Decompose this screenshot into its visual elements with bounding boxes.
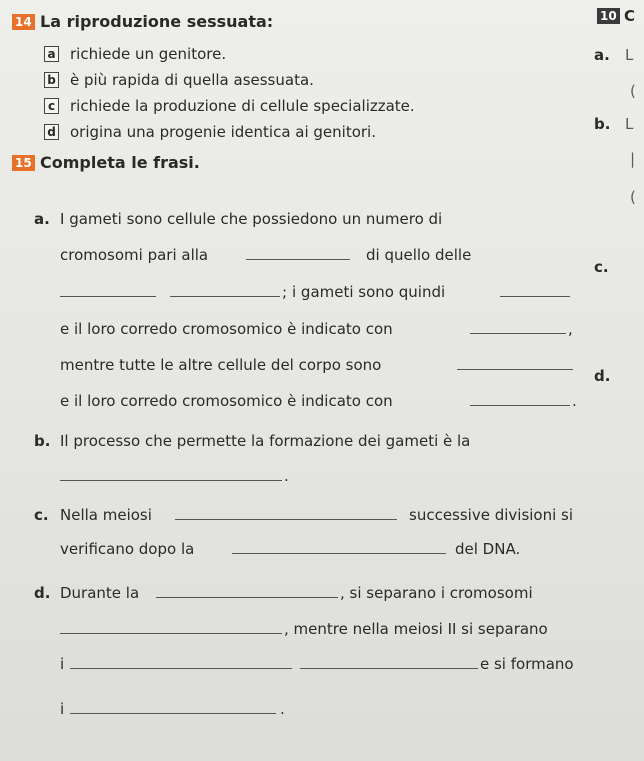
item-d-blank-4[interactable]	[300, 655, 478, 673]
item-d-letter: d.	[34, 584, 51, 602]
item-d-line2: , mentre nella meiosi II si separano	[284, 620, 548, 638]
item-b-line1: Il processo che permette la formazione dei gameti è la	[60, 432, 471, 450]
item-d-line3-start: i	[60, 655, 65, 673]
item-a-blank-2[interactable]	[60, 283, 156, 301]
item-a-line2-start: cromosomi pari alla	[60, 246, 209, 264]
item-d-line3-end: e si formano	[480, 655, 574, 673]
item-d-blank-2[interactable]	[60, 620, 282, 638]
item-c-letter: c.	[34, 506, 49, 524]
edge-glyph-1: L	[625, 46, 634, 64]
option-a-text: richiede un genitore.	[70, 45, 227, 63]
item-c-blank-1[interactable]	[175, 506, 397, 524]
item-a-blank-7[interactable]	[470, 392, 570, 410]
item-c-blank-2[interactable]	[232, 540, 446, 558]
item-d-blank-1[interactable]	[156, 584, 338, 602]
edge-glyph-3: L	[625, 115, 634, 133]
option-b-box: b	[44, 72, 59, 88]
exercise-10-label-d: d.	[594, 367, 611, 385]
item-a-line5: mentre tutte le altre cellule del corpo sono	[60, 356, 382, 374]
item-d-line4-start: i	[60, 700, 65, 718]
option-d-text: origina una progenie identica ai genitori.	[70, 123, 376, 141]
item-a-blank-5[interactable]	[470, 320, 566, 338]
item-a-letter: a.	[34, 210, 50, 228]
item-c-line1-start: Nella meiosi	[60, 506, 152, 524]
exercise-15-number: 15	[12, 155, 35, 171]
item-a-line6: e il loro corredo cromosomico è indicato con	[60, 392, 393, 410]
edge-glyph-5: (	[630, 188, 636, 206]
item-a-blank-6[interactable]	[457, 356, 573, 374]
exercise-15-title: Completa le frasi.	[40, 153, 200, 172]
exercise-10-label-c: c.	[594, 258, 609, 276]
item-d-blank-3[interactable]	[70, 655, 292, 673]
exercise-10-label-a: a.	[594, 46, 610, 64]
item-a-blank-4[interactable]	[500, 283, 570, 301]
exercise-14-title: La riproduzione sessuata:	[40, 12, 274, 31]
option-c-box: c	[44, 98, 59, 114]
item-d-blank-5[interactable]	[70, 700, 276, 718]
item-a-line3-sep: ;	[282, 283, 288, 301]
item-a-blank-3[interactable]	[170, 283, 280, 301]
item-a-line4-comma: ,	[568, 320, 573, 338]
option-c-text: richiede la produzione di cellule specializzate.	[70, 97, 415, 115]
item-a-line1: I gameti sono cellule che possiedono un numero di	[60, 210, 443, 228]
item-b-letter: b.	[34, 432, 51, 450]
item-d-line1-end: , si separano i cromosomi	[340, 584, 533, 602]
item-d-line1-start: Durante la	[60, 584, 140, 602]
item-a-line2-end: di quello delle	[366, 246, 472, 264]
exercise-10-edge-letter: C	[624, 7, 636, 25]
item-a-line6-period: .	[572, 392, 577, 410]
item-a-blank-1[interactable]	[246, 246, 350, 264]
item-d-line4-period: .	[280, 700, 285, 718]
option-b-text: è più rapida di quella asessuata.	[70, 71, 314, 89]
exercise-10-number: 10	[597, 8, 620, 24]
item-c-line2-end: del DNA.	[455, 540, 521, 558]
item-b-line2-period: .	[284, 467, 289, 485]
edge-glyph-2: (	[630, 82, 636, 100]
item-a-line4: e il loro corredo cromosomico è indicato con	[60, 320, 393, 338]
exercise-10-label-b: b.	[594, 115, 611, 133]
option-a-box: a	[44, 46, 59, 62]
item-b-blank-1[interactable]	[60, 467, 282, 485]
option-d-box: d	[44, 124, 59, 140]
edge-glyph-4: |	[630, 150, 636, 168]
item-c-line2-start: verificano dopo la	[60, 540, 195, 558]
exercise-14-number: 14	[12, 14, 35, 30]
item-a-line3-text: i gameti sono quindi	[292, 283, 446, 301]
item-c-line1-end: successive divisioni si	[409, 506, 574, 524]
